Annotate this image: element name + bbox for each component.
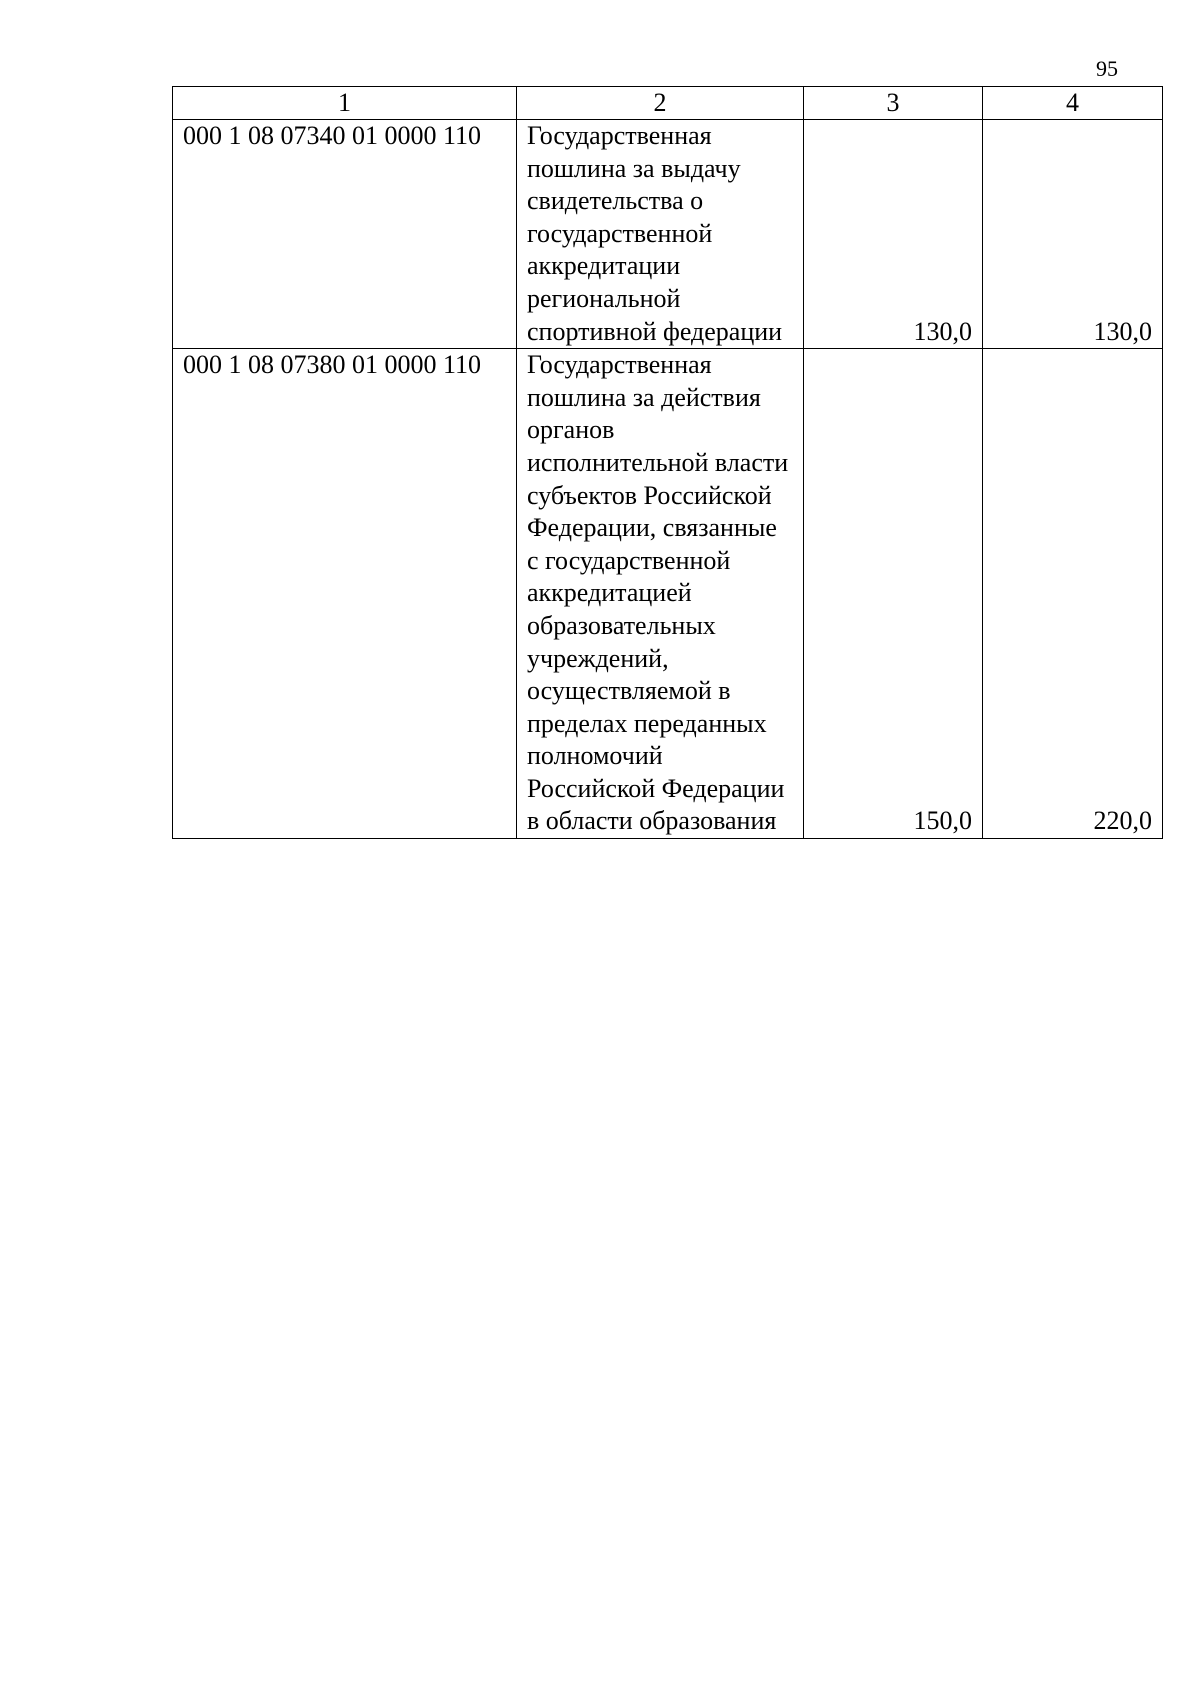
header-row [173,87,1163,120]
table-row [173,120,1163,349]
page-number: 95 [1096,56,1118,81]
budget-code-cell: 000 1 08 07340 01 0000 110 [173,120,517,349]
budget-table [172,86,1163,839]
budget-code-cell: 000 1 08 07380 01 0000 110 [173,349,517,839]
value-col3-cell: 150,0 [804,349,983,839]
income-name-cell: Государственная пошлина за выдачу свидетельства о государственной аккредитации региональной спортивной федерации [517,120,804,349]
value-col4-cell: 130,0 [983,120,1163,349]
value-col4-cell: 220,0 [983,349,1163,839]
column-header-2: 2 [517,87,804,120]
column-header-1: 1 [173,87,517,120]
value-col3-cell: 130,0 [804,120,983,349]
column-header-4: 4 [983,87,1163,120]
table-row [173,349,1163,839]
income-name-cell: Государственная пошлина за действия органов исполнительной власти субъектов Российской Федерации, связанные с государственной аккредитацией образовательных учреждений, осуществляемой в пределах переданных полномочий Российской Федерации в области образования [517,349,804,839]
column-header-3: 3 [804,87,983,120]
